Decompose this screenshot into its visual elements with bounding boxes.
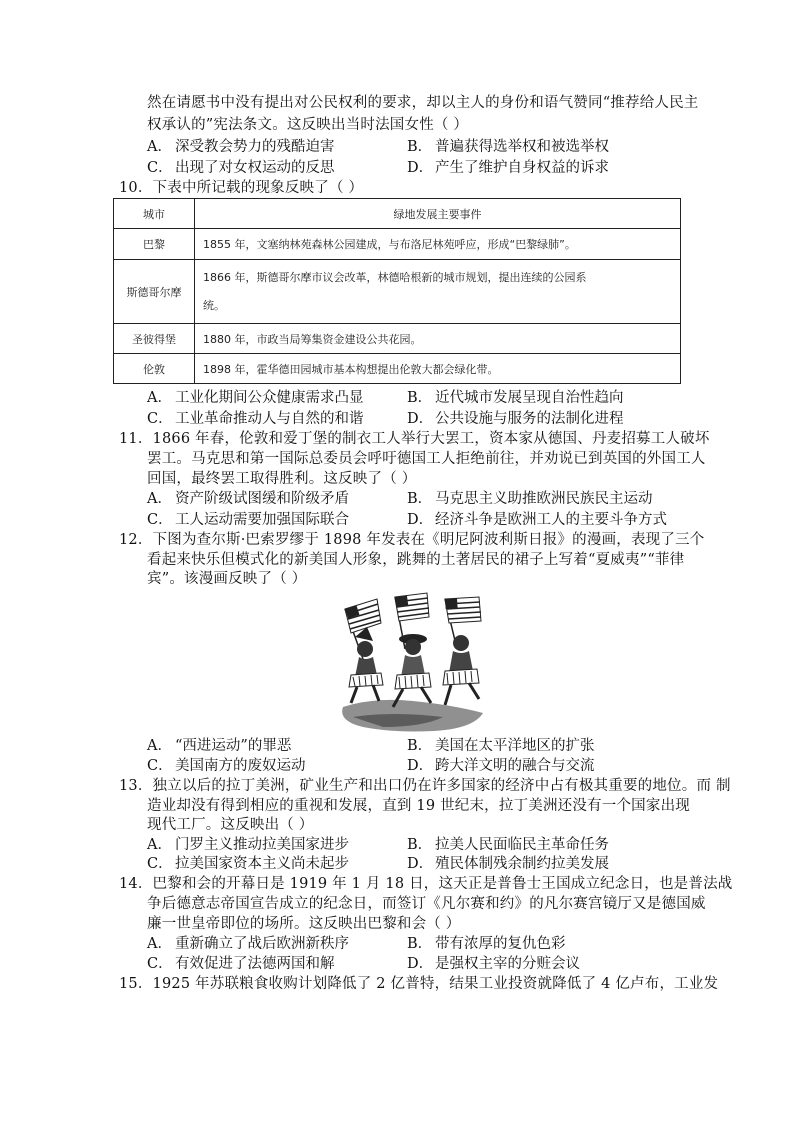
table-cell-event: 1898 年，霍华德田园城市基本构想提出伦敦大都会绿化带。 bbox=[195, 354, 681, 384]
q13-stem-line-3: 现代工厂。这反映出（ ） bbox=[147, 817, 314, 833]
table-cell-event: 1880 年，市政当局筹集资金建设公共花园。 bbox=[195, 324, 681, 354]
q12-stem-line-2: 看起来快乐但模式化的新美国人形象，跳舞的土著居民的裙子上写着“夏威夷”“菲律 bbox=[147, 552, 685, 568]
option-label: D． bbox=[407, 411, 434, 427]
q12-stem-line-1: 12．下图为查尔斯·巴索罗缪于 1898 年发表在《明尼阿波利斯日报》的漫画，表现了三个 bbox=[119, 532, 705, 548]
q9-option-b[interactable] bbox=[407, 137, 609, 157]
option-label: A． bbox=[147, 837, 172, 853]
option-label: D． bbox=[407, 512, 434, 528]
option-label: A． bbox=[147, 491, 172, 507]
table-row bbox=[114, 354, 681, 384]
q9-stem-line-2: 权承认的”宪法条文。这反映出当时法国女性（ ） bbox=[147, 117, 469, 133]
cartoon-illustration bbox=[333, 589, 491, 735]
flag-3 bbox=[445, 597, 481, 623]
option-label: C． bbox=[147, 512, 173, 528]
flag-2 bbox=[395, 593, 429, 621]
table-cell-event bbox=[195, 260, 681, 324]
option-text: 殖民体制残余制约拉美发展 bbox=[435, 856, 609, 872]
option-text: 公共设施与服务的法制化进程 bbox=[435, 411, 624, 427]
option-text: 美国南方的废奴运动 bbox=[175, 758, 306, 774]
option-text: 出现了对女权运动的反思 bbox=[175, 160, 335, 176]
flag-1 bbox=[345, 599, 381, 633]
option-text: 近代城市发展呈现自治性趋向 bbox=[435, 390, 624, 406]
q9-option-a[interactable] bbox=[147, 137, 335, 157]
q14-option-b[interactable] bbox=[407, 934, 566, 954]
q12-stem-line-3: 宾”。该漫画反映了（ ） bbox=[147, 571, 307, 587]
option-text: 工业革命推动人与自然的和谐 bbox=[175, 411, 364, 427]
option-text: 深受教会势力的残酷迫害 bbox=[175, 139, 335, 155]
q11-stem-line-1: 11．1866 年春，伦敦和爱丁堡的制衣工人举行大罢工，资本家从德国、丹麦招募工人破坏 bbox=[119, 431, 710, 447]
table-cell-event-line-2: 统。 bbox=[203, 298, 225, 312]
q13-option-b[interactable] bbox=[407, 835, 609, 855]
option-label: D． bbox=[407, 856, 434, 872]
q13-stem-line-2: 造业却没有得到相应的重视和发展，直到 19 世纪末，拉丁美洲还没有一个国家出现 bbox=[147, 798, 690, 814]
option-text: 工人运动需要加强国际联合 bbox=[175, 512, 349, 528]
table-cell-city: 伦敦 bbox=[114, 354, 195, 384]
q12-option-c[interactable] bbox=[147, 756, 306, 776]
option-text: 是强权主宰的分赃会议 bbox=[435, 956, 580, 972]
table-header-row bbox=[114, 199, 681, 229]
q9-option-c[interactable] bbox=[147, 158, 335, 178]
table-cell-city: 圣彼得堡 bbox=[114, 324, 195, 354]
option-label: C． bbox=[147, 956, 173, 972]
option-label: D． bbox=[407, 758, 434, 774]
table-row bbox=[114, 229, 681, 260]
q15-stem-line-1: 15．1925 年苏联粮食收购计划降低了 2 亿普特，结果工业投资就降低了 4 亿卢布，工业发 bbox=[119, 976, 719, 992]
option-label: A． bbox=[147, 139, 172, 155]
option-text: 美国在太平洋地区的扩张 bbox=[435, 738, 595, 754]
option-text: 带有浓厚的复仇色彩 bbox=[435, 936, 566, 952]
option-text: 跨大洋文明的融合与交流 bbox=[435, 758, 595, 774]
option-label: A． bbox=[147, 390, 172, 406]
option-label: C． bbox=[147, 160, 173, 176]
q14-stem-line-1: 14．巴黎和会的开幕日是 1919 年 1 月 18 日，这天正是普鲁士王国成立纪念日，也是普法战 bbox=[119, 876, 733, 892]
dancer-figure-2 bbox=[393, 634, 431, 707]
q11-option-a[interactable] bbox=[147, 489, 349, 509]
table-row bbox=[114, 260, 681, 324]
option-text: 工业化期间公众健康需求凸显 bbox=[175, 390, 364, 406]
q10-stem: 10．下表中所记载的现象反映了（ ） bbox=[119, 180, 364, 196]
option-label: A． bbox=[147, 936, 172, 952]
q12-option-a[interactable] bbox=[147, 736, 291, 756]
q10-option-b[interactable] bbox=[407, 388, 624, 408]
option-label: C． bbox=[147, 856, 173, 872]
q12-option-b[interactable] bbox=[407, 736, 595, 756]
option-label: C． bbox=[147, 758, 173, 774]
option-text: 马克思主义助推欧洲民族民主运动 bbox=[435, 491, 653, 507]
option-label: C． bbox=[147, 411, 173, 427]
q10-option-a[interactable] bbox=[147, 388, 364, 408]
option-text: 拉美国家资本主义尚未起步 bbox=[175, 856, 349, 872]
q11-stem-line-3: 回国，最终罢工取得胜利。这反映了（ ） bbox=[147, 471, 417, 487]
option-label: B． bbox=[407, 139, 433, 155]
q13-option-c[interactable] bbox=[147, 854, 349, 874]
q9-option-d[interactable] bbox=[407, 158, 609, 178]
option-text: 产生了维护自身权益的诉求 bbox=[435, 160, 609, 176]
q14-option-d[interactable] bbox=[407, 954, 580, 974]
q11-option-c[interactable] bbox=[147, 510, 349, 530]
option-text: 普遍获得选举权和被选举权 bbox=[435, 139, 609, 155]
option-text: 门罗主义推动拉美国家进步 bbox=[175, 837, 349, 853]
option-text: 有效促进了法德两国和解 bbox=[175, 956, 335, 972]
option-text: 经济斗争是欧洲工人的主要斗争方式 bbox=[435, 512, 667, 528]
q14-stem-line-2: 争后德意志帝国宣告成立的纪念日，而签订《凡尔赛和约》的凡尔赛宫镜厅又是德国威 bbox=[147, 896, 706, 912]
option-label: B． bbox=[407, 738, 433, 754]
q10-option-c[interactable] bbox=[147, 409, 364, 429]
q14-stem-line-3: 廉一世皇帝即位的场所。这反映出巴黎和会（ ） bbox=[147, 916, 461, 932]
option-label: B． bbox=[407, 491, 433, 507]
q9-stem-line-1: 然在请愿书中没有提出对公民权利的要求，却以主人的身份和语气赞同“推荐给人民主 bbox=[147, 95, 699, 111]
q13-stem-line-1: 13．独立以后的拉丁美洲，矿业生产和出口仍在许多国家的经济中占有极其重要的地位。而 制 bbox=[119, 778, 731, 794]
option-label: B． bbox=[407, 390, 433, 406]
dancer-figure-1 bbox=[349, 627, 383, 703]
table-cell-event: 1855 年，文塞纳林苑森林公园建成，与布洛尼林苑呼应，形成“巴黎绿肺”。 bbox=[195, 229, 681, 260]
table-cell-event-line-1: 1866 年，斯德哥尔摩市议会改革，林德哈根新的城市规划，提出连续的公园系 bbox=[203, 270, 587, 284]
q11-option-d[interactable] bbox=[407, 510, 667, 530]
option-label: D． bbox=[407, 160, 434, 176]
q11-stem-line-2: 罢工。马克思和第一国际总委员会呼吁德国工人拒绝前往，并劝说已到英国的外国工人 bbox=[147, 451, 706, 467]
q13-option-a[interactable] bbox=[147, 835, 349, 855]
q14-option-c[interactable] bbox=[147, 954, 335, 974]
option-text: 拉美人民面临民主革命任务 bbox=[435, 837, 609, 853]
option-text: “西进运动”的罪恶 bbox=[175, 738, 292, 754]
q14-option-a[interactable] bbox=[147, 934, 349, 954]
q13-option-d[interactable] bbox=[407, 854, 609, 874]
dancer-figure-3 bbox=[443, 635, 479, 705]
table-row bbox=[114, 324, 681, 354]
table-cell-city: 斯德哥尔摩 bbox=[114, 260, 195, 324]
table-cell-city: 巴黎 bbox=[114, 229, 195, 260]
option-label: A． bbox=[147, 738, 172, 754]
q10-table bbox=[113, 198, 681, 384]
q10-option-d[interactable] bbox=[407, 409, 624, 429]
option-text: 资产阶级试图缓和阶级矛盾 bbox=[175, 491, 349, 507]
option-label: D． bbox=[407, 956, 434, 972]
table-header-city: 城市 bbox=[114, 199, 195, 229]
q12-option-d[interactable] bbox=[407, 756, 595, 776]
option-text: 重新确立了战后欧洲新秩序 bbox=[175, 936, 349, 952]
table-header-events: 绿地发展主要事件 bbox=[195, 199, 681, 229]
option-label: B． bbox=[407, 936, 433, 952]
q11-option-b[interactable] bbox=[407, 489, 653, 509]
option-label: B． bbox=[407, 837, 433, 853]
